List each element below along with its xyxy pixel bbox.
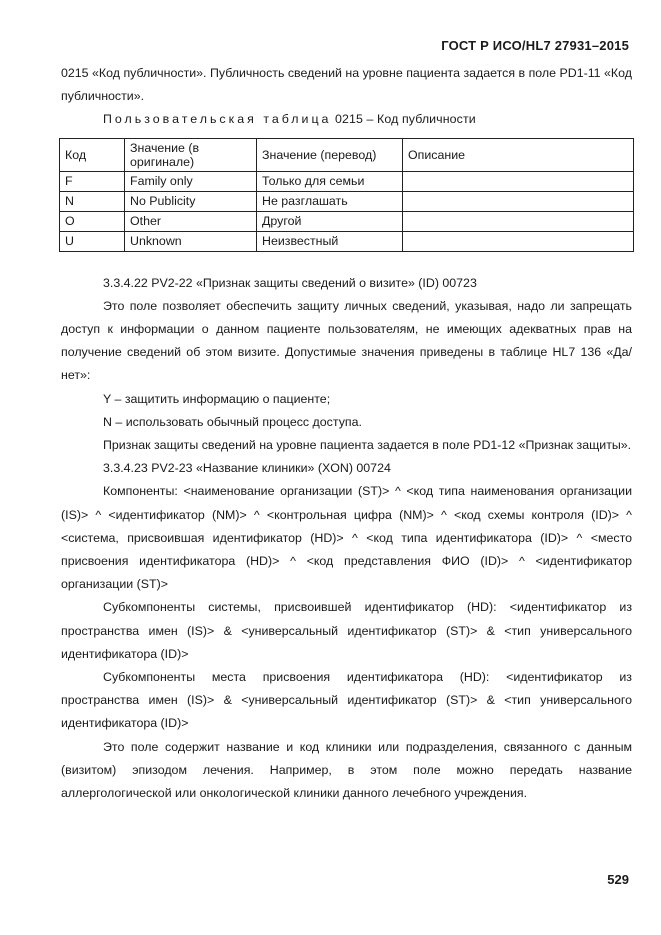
cell-translation: Только для семьи (257, 171, 403, 191)
body-paragraph: Субкомпоненты места присвоения идентификатора (HD): <идентификатор из пространства имен (IS)> & <универсальный идентификатор (ST)> & <тип универсального идентификатора (ID)> (61, 670, 632, 731)
cell-description (403, 191, 634, 211)
header-code: Код (60, 138, 125, 171)
intro-paragraph: 0215 «Код публичности». Публичность сведений на уровне пациента задается в поле PD1-11 «Код публичности». (61, 66, 632, 104)
document-header: ГОСТ Р ИСО/HL7 27931–2015 (441, 38, 629, 53)
table-row (60, 191, 634, 211)
body-paragraph: Это поле позволяет обеспечить защиту личных сведений, указывая, надо ли запрещать доступ к информации о данном пациенте пользователям, не имеющих адекватных прав на получение сведений об этом визите. Допустимые значения приведены в таблице HL7 136 «Да/нет»: (61, 298, 632, 383)
cell-original: No Publicity (125, 191, 257, 211)
cell-original: Unknown (125, 231, 257, 251)
cell-original: Family only (125, 171, 257, 191)
publicity-code-table (59, 138, 634, 252)
cell-code: U (60, 231, 125, 251)
cell-code: N (60, 191, 125, 211)
section-heading-pv2-22: 3.3.4.22 PV2-22 «Признак защиты сведений о визите» (ID) 00723 (103, 275, 477, 290)
table-header-row (60, 138, 634, 171)
body-paragraph: Это поле содержит название и код клиники или подразделения, связанного с данным (визитом) эпизодом лечения. Например, в этом поле можно передать название аллергологической или онкологической клиники данного лечебного учреждения. (61, 739, 632, 801)
body-paragraph: Субкомпоненты системы, присвоившей идентификатор (HD): <идентификатор из пространства имен (IS)> & <универсальный идентификатор (ST)> & <тип универсального идентификатора (ID)> (61, 600, 632, 661)
header-translated-value: Значение (перевод) (257, 138, 403, 171)
cell-description (403, 211, 634, 231)
cell-translation: Неизвестный (257, 231, 403, 251)
body-paragraph: Компоненты: <наименование организации (ST)> ^ <код типа наименования организации (IS)> ^ <идентификатор (NM)> ^ <контрольная цифра (NM)> ^ <код схемы контроля (ID)> ^ <система, присвоившая идентификатор (HD)> ^ <код типа идентификатора (ID)> ^ <место присвоения идентификатора (HD)> ^ <код представления ФИО (ID)> ^ <идентификатор организации (ST)> (61, 484, 632, 592)
table-row (60, 231, 634, 251)
cell-translation: Другой (257, 211, 403, 231)
cell-description (403, 231, 634, 251)
table-row (60, 211, 634, 231)
page-number: 529 (607, 872, 629, 887)
cell-translation: Не разглашать (257, 191, 403, 211)
cell-description (403, 171, 634, 191)
table-row (60, 171, 634, 191)
cell-code: O (60, 211, 125, 231)
page-content (61, 62, 632, 805)
header-description: Описание (403, 138, 634, 171)
body-paragraph: Признак защиты сведений на уровне пациента задается в поле PD1-12 «Признак защиты». (103, 438, 632, 453)
section-heading-pv2-23: 3.3.4.23 PV2-23 «Название клиники» (XON) 00724 (103, 461, 391, 476)
list-item: Y – защитить информацию о пациенте; (103, 391, 331, 406)
table-caption (61, 108, 632, 131)
header-original-value: Значение (в оригинале) (125, 138, 257, 171)
table-caption-title: 0215 – Код публичности (331, 112, 476, 127)
table-caption-label: Пользовательская таблица (103, 112, 332, 127)
list-item: N – использовать обычный процесс доступа. (103, 414, 362, 429)
cell-code: F (60, 171, 125, 191)
cell-original: Other (125, 211, 257, 231)
